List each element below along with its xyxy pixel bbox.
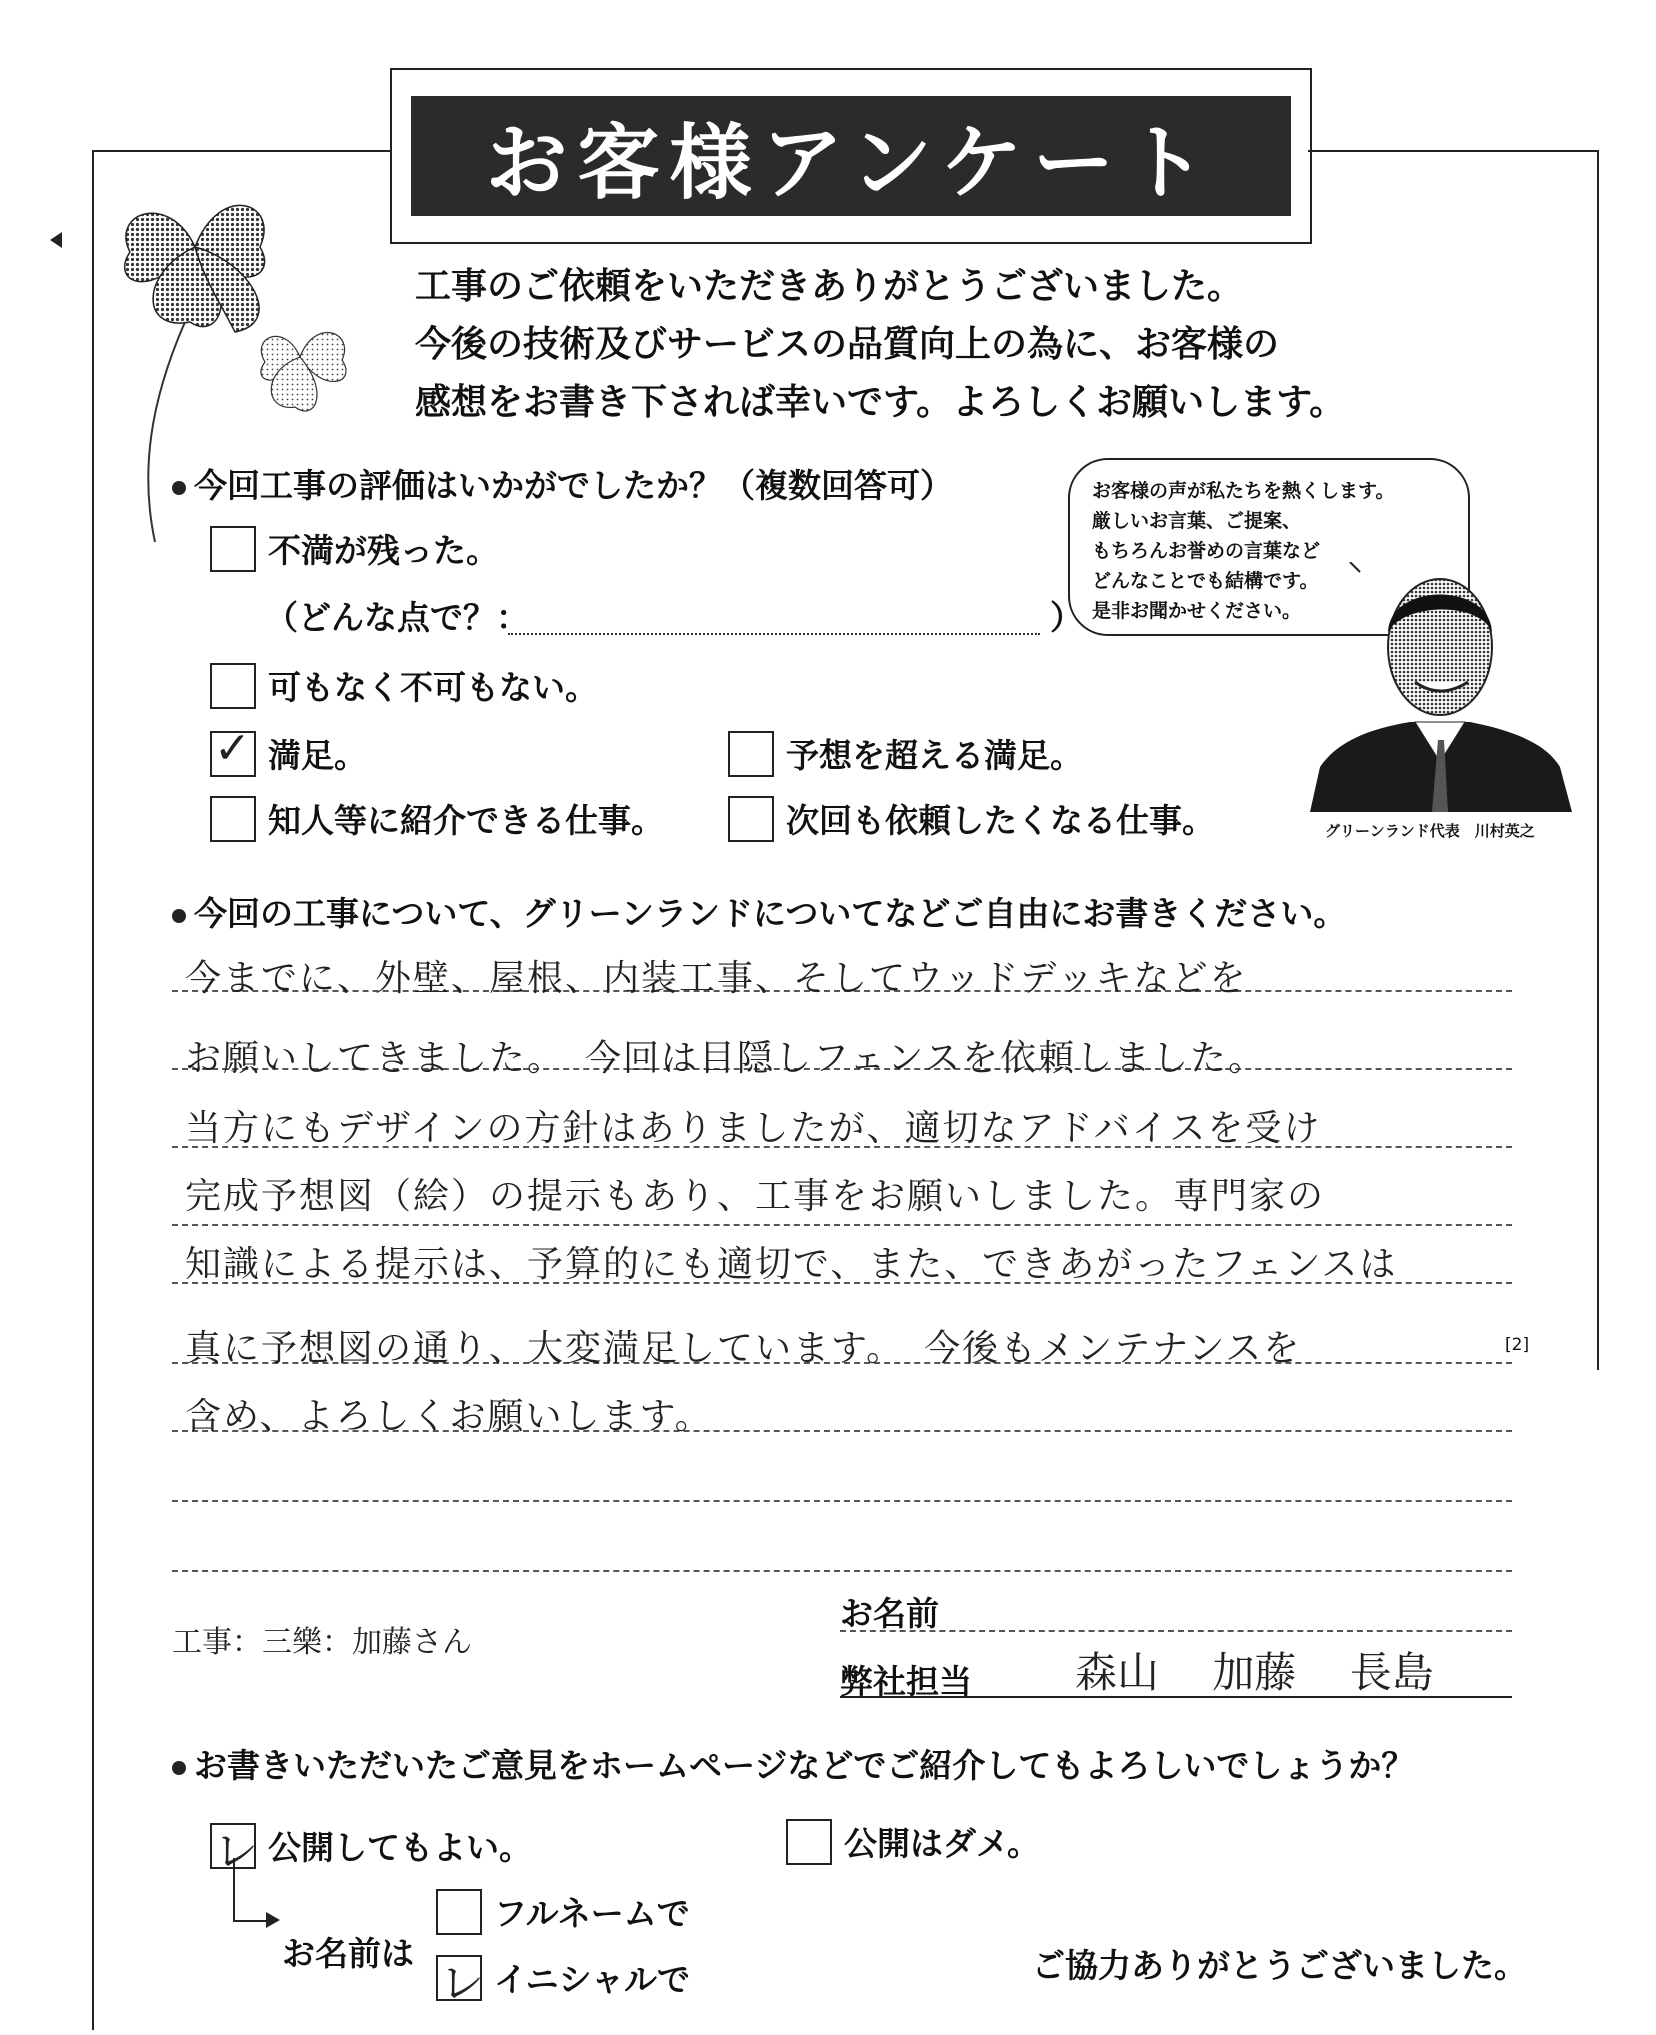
checkbox[interactable] [728, 796, 774, 842]
check-mark-icon: レ [440, 1957, 484, 2009]
arrow-right-icon [266, 1912, 280, 1928]
bullet-icon [172, 1761, 186, 1775]
checkbox[interactable] [210, 796, 256, 842]
bubble-line: もちろんお誉めの言葉など [1092, 540, 1321, 562]
name-as-label: お名前は [282, 1934, 414, 1973]
checkbox-checked[interactable] [436, 1955, 484, 2009]
checkbox[interactable] [786, 1819, 832, 1865]
intro-line: 感想をお書き下されば幸いです。よろしくお願いします。 [415, 382, 1346, 423]
option-satisfied[interactable]: ✓ 満足。 [210, 730, 367, 777]
bubble-line: どんなことでも結構です。 [1092, 570, 1319, 592]
handwritten-comment: 真に予想図の通り、大変満足しています。 今後もメンテナンスを [185, 1328, 1302, 1369]
handwritten-comment: お願いしてきました。 今回は目隠しフェンスを依頼しました。 [185, 1038, 1267, 1079]
option-unsatisfied[interactable]: 不満が残った。 [210, 525, 499, 572]
handwritten-comment: 知識による提示は、予算的にも適切で、また、できあがったフェンスは [185, 1244, 1398, 1285]
which-point-field[interactable] [508, 633, 1040, 635]
handwritten-comment: 当方にもデザインの方針はありましたが、適切なアドバイスを受け [185, 1108, 1322, 1149]
portrait-image [1310, 562, 1572, 812]
staff-label: 弊社担当 [840, 1662, 972, 1701]
bubble-line: 是非お聞かせください。 [1092, 600, 1302, 622]
check-mark-icon: ✓ [214, 722, 251, 774]
option-fullname[interactable]: フルネームで [436, 1888, 690, 1935]
option-initials[interactable]: レ イニシャルで [436, 1954, 690, 2001]
page-title: お客様アンケート [411, 96, 1291, 216]
q1-heading: 今回工事の評価はいかがでしたか？（複数回答可） [172, 460, 953, 507]
checkbox[interactable] [728, 731, 774, 777]
staff-names: 森山 加藤 長島 [1075, 1648, 1434, 1697]
comment-line[interactable] [172, 1570, 1512, 1572]
option-public-ng[interactable]: 公開はダメ。 [786, 1818, 1040, 1865]
handwritten-note: 工事：三樂：加藤さん [172, 1625, 472, 1660]
checkbox[interactable] [210, 526, 256, 572]
intro-line: 今後の技術及びサービスの品質向上の為に、お客様の [415, 324, 1280, 365]
bullet-icon [172, 481, 186, 495]
q3-heading: お書きいただいたご意見をホームページなどでご紹介してもよろしいでしょうか？ [172, 1740, 1414, 1787]
handwritten-comment: 含め、よろしくお願いします。 [185, 1396, 713, 1437]
close-paren: ） [1050, 598, 1083, 637]
page-mark: [2] [1505, 1335, 1530, 1355]
frame-top-right [1308, 150, 1598, 152]
frame-top-left [92, 150, 390, 152]
comment-line[interactable] [172, 1224, 1512, 1226]
bullet-icon [172, 909, 186, 923]
comment-line[interactable] [172, 1500, 1512, 1502]
left-triangle-marker [50, 232, 62, 248]
title-frame [390, 68, 1312, 244]
which-point-label: （どんな点で？： [265, 598, 529, 637]
checkbox[interactable] [210, 663, 256, 709]
intro-text [415, 258, 1515, 432]
checkbox-checked[interactable] [210, 722, 256, 777]
option-exceeded[interactable]: 予想を超える満足。 [728, 730, 1083, 777]
option-recommend[interactable]: 知人等に紹介できる仕事。 [210, 795, 664, 842]
intro-line: 工事のご依頼をいただきありがとうございました。 [415, 266, 1244, 307]
frame-right [1597, 150, 1599, 1370]
option-public-ok[interactable]: レ 公開してもよい。 [210, 1822, 532, 1869]
q2-heading: 今回の工事について、グリーンランドについてなどご自由にお書きください。 [172, 888, 1346, 935]
option-neutral[interactable]: 可もなく不可もない。 [210, 662, 598, 709]
thanks-text: ご協力ありがとうございました。 [1032, 1946, 1527, 1985]
portrait-caption: グリーンランド代表 川村英之 [1325, 822, 1535, 840]
staff-field-line [840, 1696, 1512, 1698]
frame-left [92, 150, 94, 2030]
handwritten-comment: 今までに、外壁、屋根、内装工事、そしてウッドデッキなどを [185, 958, 1248, 999]
checkbox[interactable] [436, 1889, 482, 1935]
bubble-line: 厳しいお言葉、ご提案、 [1092, 510, 1302, 532]
bubble-line: お客様の声が私たちを熱くします。 [1092, 480, 1395, 502]
option-next-time[interactable]: 次回も依頼したくなる仕事。 [728, 795, 1215, 842]
handwritten-comment: 完成予想図（絵）の提示もあり、工事をお願いしました。専門家の [185, 1176, 1326, 1217]
name-field[interactable] [840, 1630, 1512, 1632]
name-label: お名前 [840, 1594, 939, 1633]
check-mark-icon: レ [214, 1825, 258, 1877]
